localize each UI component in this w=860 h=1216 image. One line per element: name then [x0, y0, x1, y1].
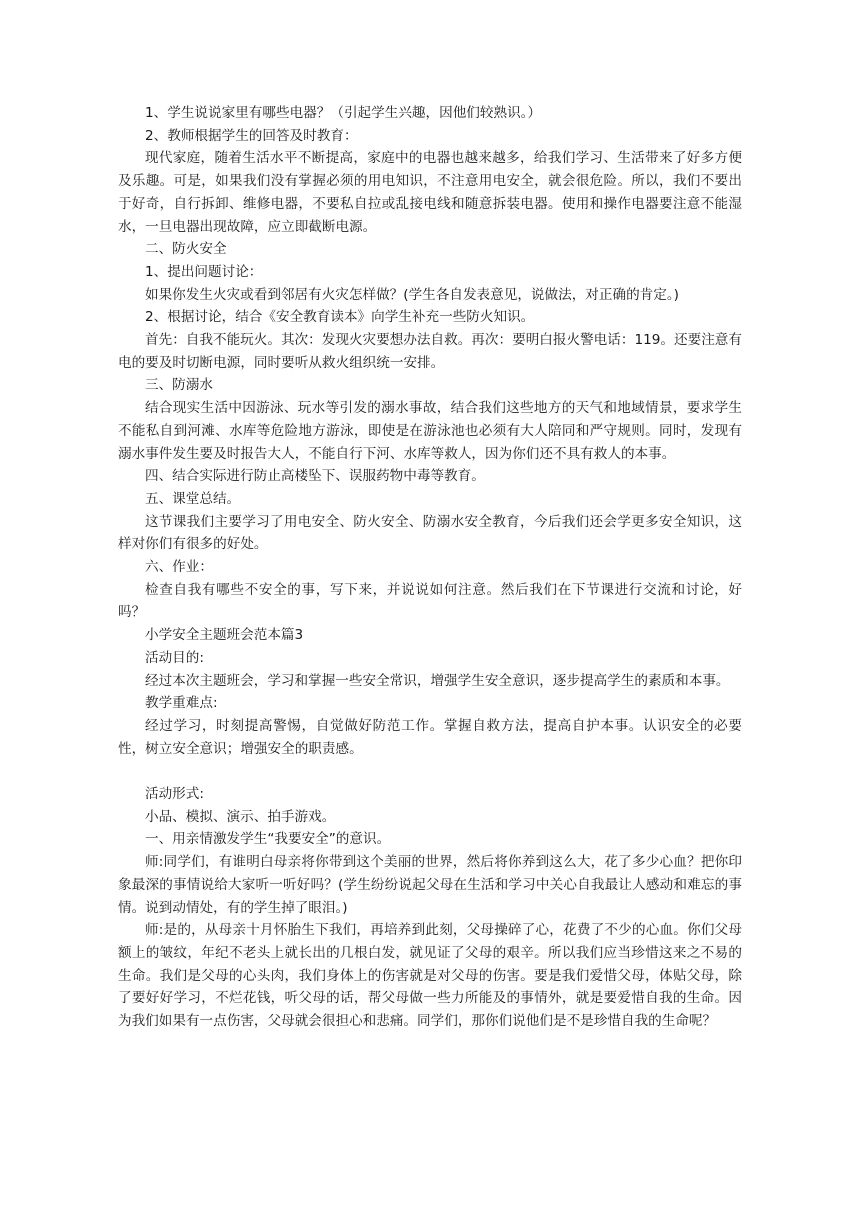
- section-heading: 活动目的:: [145, 649, 204, 666]
- paragraph: 如果你发生火灾或看到邻居有火灾怎样做？(学生各自发表意见，说做法，对正确的肯定。): [145, 286, 679, 303]
- section-heading: 二、防火安全: [145, 241, 227, 258]
- paragraph: 1、学生说说家里有哪些电器？（引起学生兴趣，因他们较熟识。）: [145, 105, 542, 121]
- blank-line: [118, 760, 742, 783]
- paragraph: 2、教师根据学生的回答及时教育：: [145, 127, 358, 144]
- section-heading: 六、作业：: [145, 559, 213, 576]
- paragraph: 检查自我有哪些不安全的事，写下来，并说说如何注意。然后我们在下节课进行交流和讨论，好吗？: [118, 581, 742, 621]
- section-heading: 一、用亲情激发学生“我要安全”的意识。: [145, 831, 391, 848]
- paragraph: 现代家庭，随着生活水平不断提高，家庭中的电器也越来越多，给我们学习、生活带来了好多方便及乐趣。可是，如果我们没有掌握必须的用电知识，不注意用电安全，就会很危险。所以，我们不要出于好奇，自行拆卸、维修电器，不要私自拉或乱接电线和随意拆装电器。使用和操作电器要注意不能湿水，一旦电器出现故障，应立即截断电源。: [118, 150, 742, 235]
- paragraph: 首先：自我不能玩火。其次：发现火灾要想办法自救。再次：要明白报火警电话：119。还要注意有电的要及时切断电源，同时要听从救火组织统一安排。: [118, 332, 742, 371]
- document-title: 小学安全主题班会范本篇3: [145, 627, 304, 644]
- section-heading: 四、结合实际进行防止高楼坠下、误服药物中毒等教育。: [145, 468, 485, 485]
- paragraph: 1、提出问题讨论：: [145, 263, 263, 280]
- paragraph: 这节课我们主要学习了用电安全、防火安全、防溺水安全教育，今后我们还会学更多安全知识，这样对你们有很多的好处。: [118, 513, 742, 553]
- section-heading: 教学重难点:: [145, 695, 218, 712]
- section-heading: 三、防溺水: [145, 377, 213, 394]
- section-heading: 活动形式:: [145, 786, 204, 803]
- paragraph: 经过本次主题班会，学习和掌握一些安全常识，增强学生安全意识，逐步提高学生的素质和本事。: [145, 672, 730, 689]
- paragraph: 经过学习，时刻提高警惕，自觉做好防范工作。掌握自救方法，提高自护本事。认识安全的必要性，树立安全意识；增强安全的职责感。: [118, 717, 742, 757]
- section-heading: 五、课堂总结。: [145, 490, 241, 507]
- paragraph: 师:是的，从母亲十月怀胎生下我们，再培养到此刻，父母操碎了心，花费了不少的心血。你们父母额上的皱纹，年纪不老头上就长出的几根白发，就见证了父母的艰辛。所以我们应当珍惜这来之不易的生命。我们是父母的心头肉，我们身体上的伤害就是对父母的伤害。要是我们爱惜父母，体贴父母，除了要好好学习，不烂花钱，听父母的话，帮父母做一些力所能及的事情外，就是要爱惜自我的生命。因为我们如果有一点伤害，父母就会很担心和悲痛。同学们，那你们说他们是不是珍惜自我的生命呢？: [118, 922, 742, 1030]
- paragraph: 结合现实生活中因游泳、玩水等引发的溺水事故，结合我们这些地方的天气和地域情景，要求学生不能私自到河滩、水库等危险地方游泳，即使是在游泳池也必须有大人陪同和严守规则。同时，发现有溺水事件发生要及时报告大人，不能自行下河、水库等救人，因为你们还不具有救人的本事。: [118, 400, 742, 462]
- document-body: [118, 102, 742, 1033]
- paragraph: 2、根据讨论，结合《安全教育读本》向学生补充一些防火知识。: [145, 309, 535, 326]
- paragraph: 师:同学们，有谁明白母亲将你带到这个美丽的世界，然后将你养到这么大，花了多少心血？把你印象最深的事情说给大家听一听好吗？(学生纷纷说起父母在生活和学习中关心自我最让人感动和难忘的事情。说到动情处，有的学生掉了眼泪。): [118, 854, 742, 916]
- paragraph: 小品、模拟、演示、拍手游戏。: [145, 808, 336, 825]
